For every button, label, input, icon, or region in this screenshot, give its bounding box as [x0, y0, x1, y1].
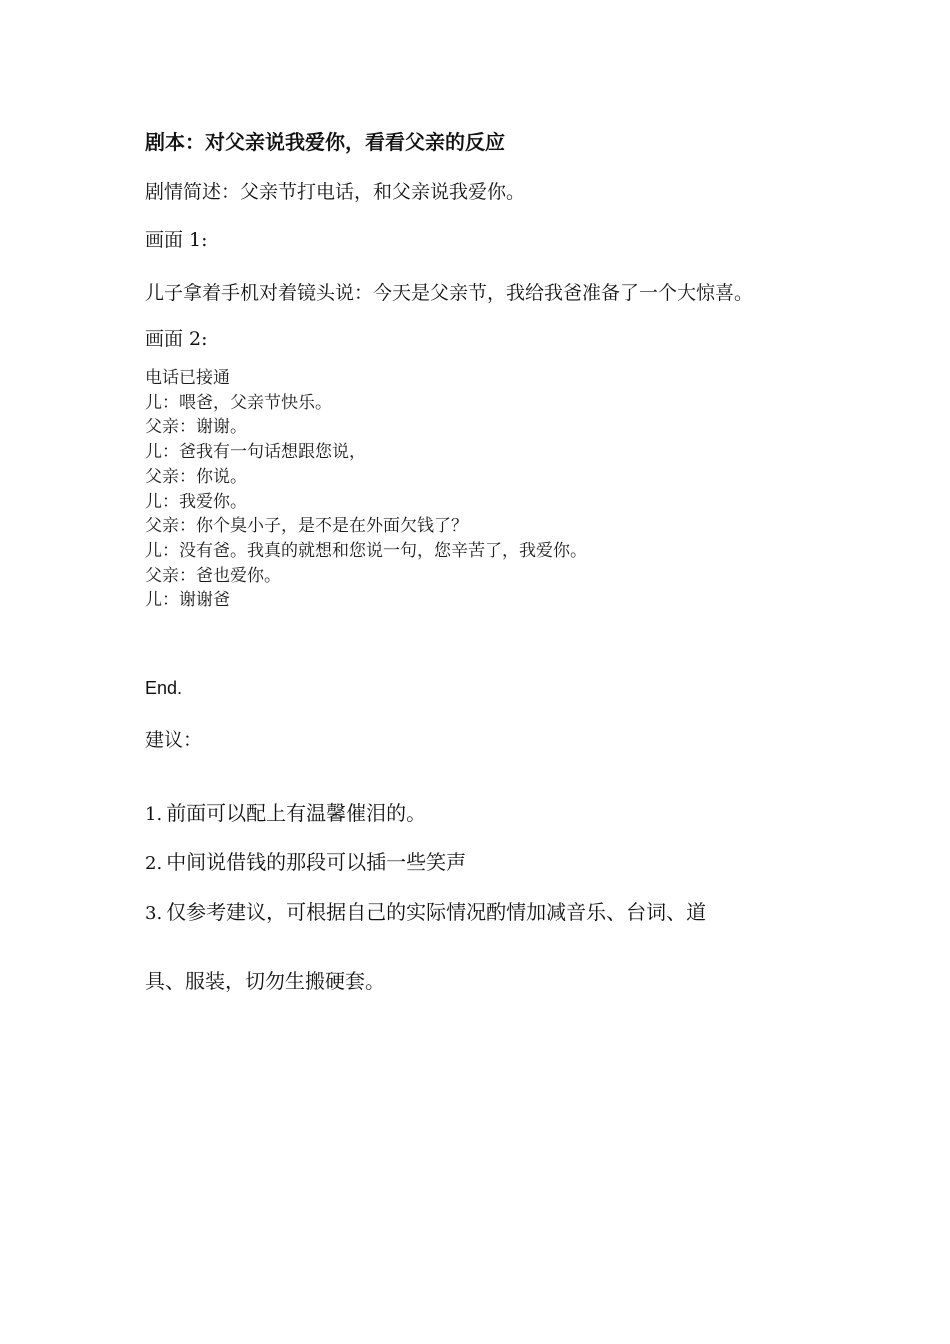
scene-2-heading: 画面 2:	[145, 328, 208, 350]
dialogue-line: 父亲：谢谢。	[145, 417, 247, 438]
suggestion-text: 仅参考建议，可根据自己的实际情况酌情加减音乐、台词、道	[166, 900, 707, 924]
suggestion-item-2	[145, 846, 466, 875]
dialogue-list	[145, 366, 587, 613]
suggestion-item-3	[145, 896, 706, 925]
dialogue-line: 儿：喂爸，父亲节快乐。	[145, 392, 332, 413]
suggestion-text: 前面可以配上有温馨催泪的。	[166, 801, 427, 825]
suggestion-item-3-continued: 具、服装，切勿生搬硬套。	[145, 969, 385, 993]
suggestions-heading: 建议：	[145, 729, 203, 751]
synopsis: 剧情简述：父亲节打电话，和父亲说我爱你。	[145, 181, 526, 203]
suggestion-number: 2.	[145, 853, 163, 874]
suggestion-text: 中间说借钱的那段可以插一些笑声	[166, 850, 467, 874]
dialogue-line: 父亲：你个臭小子，是不是在外面欠钱了？	[145, 516, 468, 537]
suggestion-number: 1.	[145, 804, 163, 825]
dialogue-line: 电话已接通	[145, 368, 230, 388]
dialogue-line: 父亲：爸也爱你。	[145, 565, 281, 586]
scene-1-text: 儿子拿着手机对着镜头说：今天是父亲节，我给我爸准备了一个大惊喜。	[145, 282, 754, 304]
suggestion-item-1	[145, 797, 426, 826]
dialogue-line: 儿：爸我有一句话想跟您说，	[145, 442, 366, 463]
scene-1-heading: 画面 1:	[145, 229, 208, 251]
dialogue-line: 儿：我爱你。	[145, 491, 247, 512]
dialogue-line: 儿：没有爸。我真的就想和您说一句，您辛苦了，我爱你。	[145, 540, 587, 561]
dialogue-line: 父亲：你说。	[145, 466, 247, 487]
suggestion-number: 3.	[145, 903, 163, 924]
script-title: 剧本：对父亲说我爱你，看看父亲的反应	[145, 130, 505, 154]
dialogue-line: 儿：谢谢爸	[145, 590, 230, 611]
end-marker: End.	[145, 678, 183, 698]
